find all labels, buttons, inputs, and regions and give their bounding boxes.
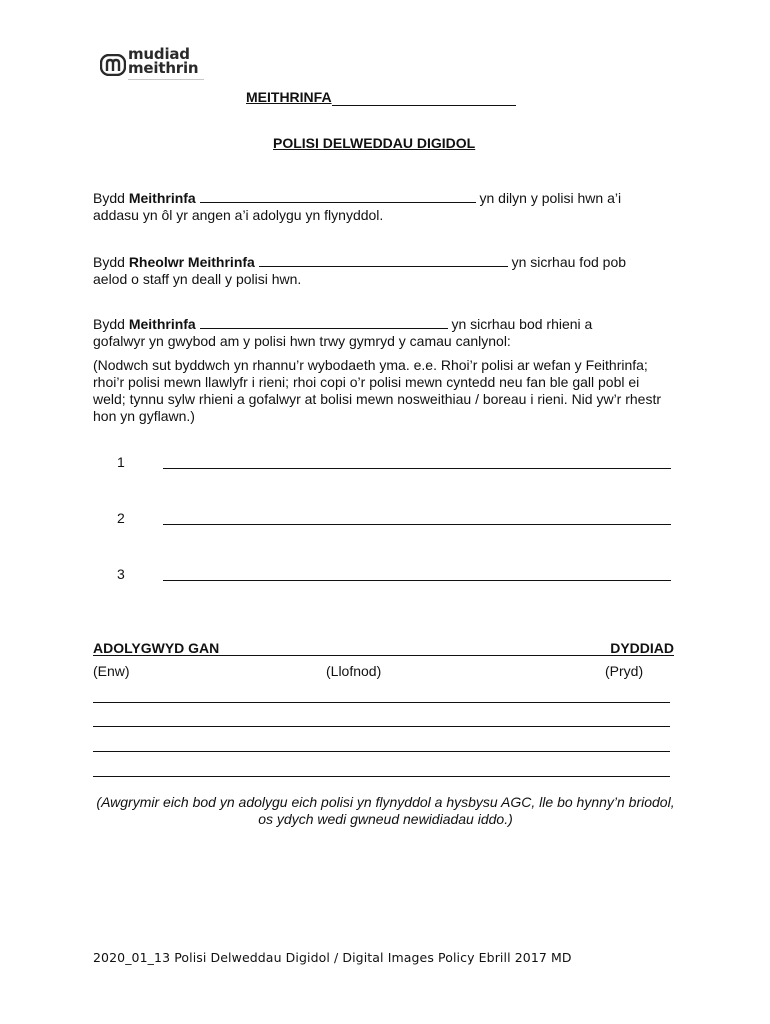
paragraph-instructions: (Nodwch sut byddwch yn rhannu’r wybodaeth yma. e.e. Rhoi’r polisi ar wefan y Feithrinfa; rhoi’r polisi mewn llawlyfr i rieni; rhoi copi o’r polisi mewn cyntedd neu fan ble gall pobl ei weld; tynnu sylw rhieni a gofalwyr at bolisi mewn nosweithiau / boreau i rieni. Nid yw’r rhestr hon yn gyflawn.): [93, 357, 662, 424]
review-row-line[interactable]: [93, 751, 670, 752]
logo-m-icon: [100, 54, 126, 76]
meithrinfa-label: Meithrinfa: [128, 190, 196, 206]
review-row-line[interactable]: [93, 776, 670, 777]
manager-name-blank[interactable]: [259, 254, 508, 267]
name-column-label: (Enw): [93, 663, 130, 679]
title-blank-line[interactable]: [332, 92, 516, 106]
document-subtitle: POLISI DELWEDDAU DIGIDOL: [273, 135, 476, 151]
page-footer: 2020_01_13 Polisi Delweddau Digidol / Digital Images Policy Ebrill 2017 MD: [93, 950, 572, 965]
step-1-line[interactable]: [163, 468, 671, 469]
step-2-line[interactable]: [163, 524, 671, 525]
meithrinfa-label-2: Meithrinfa: [128, 316, 196, 332]
signature-column-label: (Llofnod): [326, 663, 382, 679]
review-header: [93, 640, 674, 657]
manager-label: Rheolwr Meithrinfa: [128, 254, 255, 270]
logo-underline: [128, 79, 204, 80]
meithrinfa-name-blank[interactable]: [200, 190, 476, 203]
logo-word-2: meithrin: [128, 59, 199, 77]
date-label: DYDDIAD: [610, 640, 674, 656]
logo-word-1: mudiad: [128, 45, 190, 63]
step-number-2: 2: [117, 510, 125, 526]
document-title: [246, 89, 516, 106]
when-column-label: (Pryd): [605, 663, 644, 679]
review-row-line[interactable]: [93, 726, 670, 727]
mudiad-meithrin-logo: [100, 46, 210, 82]
step-number-3: 3: [117, 566, 125, 582]
review-row-line[interactable]: [93, 702, 670, 703]
paragraph-parents: Bydd Meithrinfa yn sicrhau bod rhieni a gofalwyr yn gwybod am y polisi hwn trwy gymryd y camau canlynol:: [93, 316, 593, 349]
paragraph-meithrinfa-policy: Bydd Meithrinfa yn dilyn y polisi hwn a’i addasu yn ôl yr angen a’i adolygu yn flynyddol.: [93, 190, 622, 223]
step-3-line[interactable]: [163, 580, 671, 581]
review-note: (Awgrymir eich bod yn adolygu eich polisi yn flynyddol a hysbysu AGC, lle bo hynny’n briodol, os ydych wedi gwneud newidiadau iddo.): [96, 794, 675, 827]
review-header-underline: [93, 655, 674, 656]
reviewed-by-label: ADOLYGWYD GAN: [93, 640, 220, 656]
paragraph-manager: Bydd Rheolwr Meithrinfa yn sicrhau fod pob aelod o staff yn deall y polisi hwn.: [93, 254, 627, 287]
title-text: MEITHRINFA: [246, 89, 332, 105]
step-number-1: 1: [117, 454, 125, 470]
meithrinfa-name-blank-2[interactable]: [200, 316, 448, 329]
